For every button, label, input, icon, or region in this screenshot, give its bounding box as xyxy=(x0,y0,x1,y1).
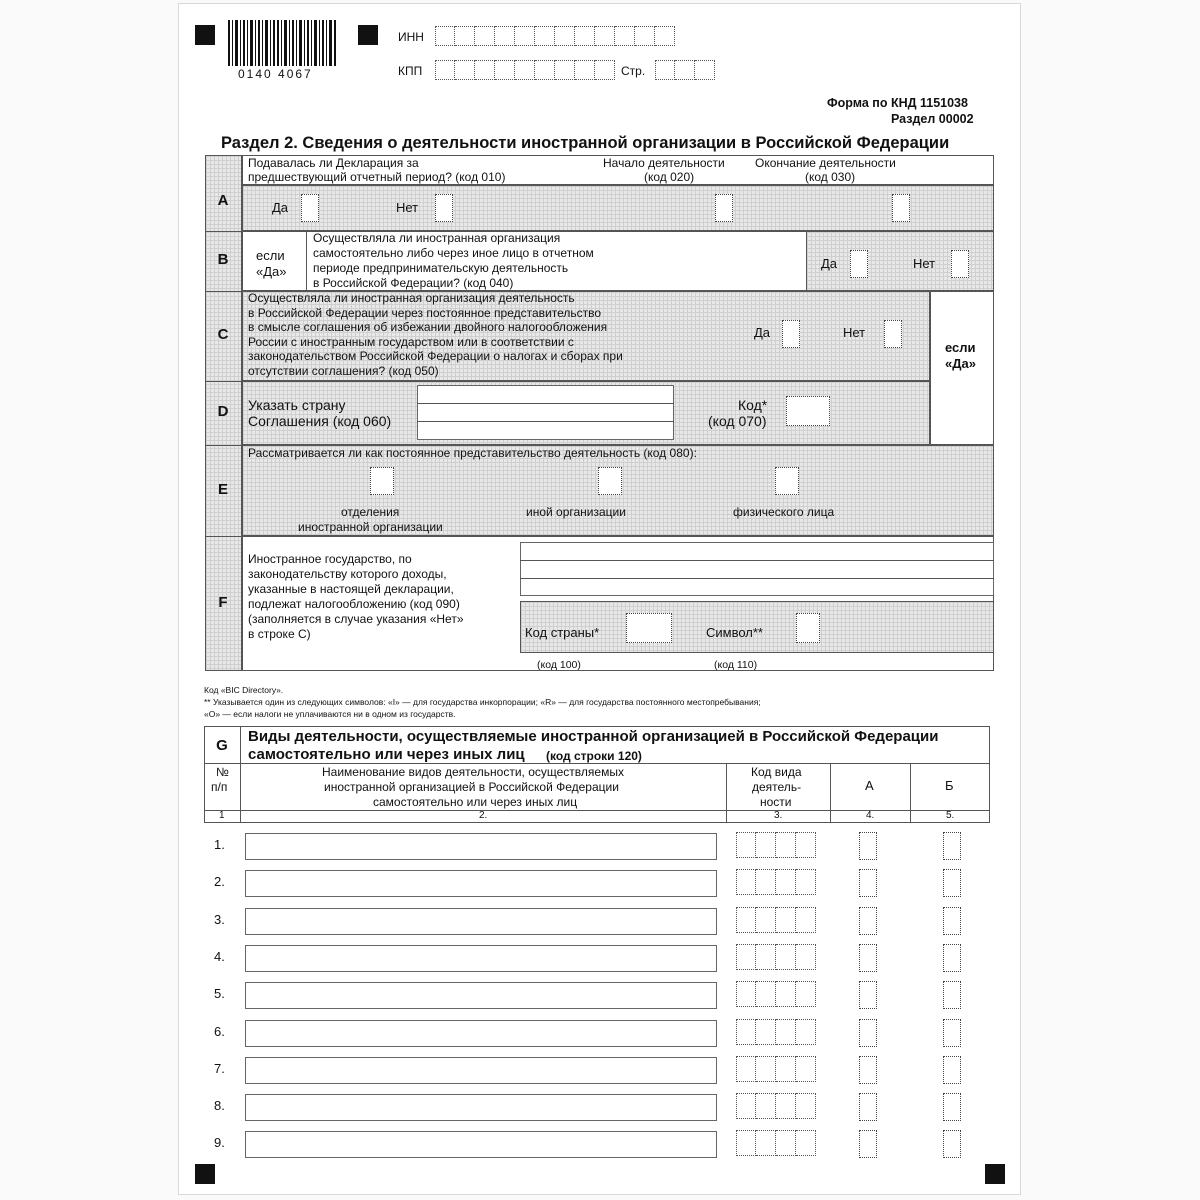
row-a-yes-label: Да xyxy=(272,200,289,215)
barcode-icon xyxy=(228,20,340,68)
row-d-letter: D xyxy=(217,403,229,420)
row-f-question-4: подлежат налогообложению (код 090) xyxy=(248,597,460,611)
kpp-field[interactable] xyxy=(435,60,615,80)
activity-b-field[interactable] xyxy=(943,1093,961,1121)
corner-marker xyxy=(985,1164,1005,1184)
activity-row-number: 8. xyxy=(214,1098,225,1114)
col-code-header-1: Код вида xyxy=(751,765,802,779)
row-f-symbol-field[interactable] xyxy=(796,613,820,643)
row-d-code-sub: (код 070) xyxy=(708,413,767,429)
row-c-question-2: в Российской Федерации через постоянное представительство xyxy=(248,306,602,320)
row-f-question-2: законодательству которого доходы, xyxy=(248,567,447,581)
inn-field[interactable] xyxy=(435,26,675,46)
row-e-opt3-label: физического лица xyxy=(733,505,835,519)
activity-b-field[interactable] xyxy=(943,981,961,1009)
row-a-start-label: Начало деятельности xyxy=(603,156,725,170)
activity-a-field[interactable] xyxy=(859,1093,877,1121)
activity-a-field[interactable] xyxy=(859,869,877,897)
activity-code-field[interactable] xyxy=(736,907,816,933)
footnote-3: «O» — если налоги не уплачиваются ни в одном из государств. xyxy=(204,709,456,719)
row-b-if-2: «Да» xyxy=(256,264,287,279)
activity-code-field[interactable] xyxy=(736,869,816,895)
row-e-opt2-checkbox[interactable] xyxy=(598,467,622,495)
activity-a-field[interactable] xyxy=(859,1056,877,1084)
row-e-question: Рассматривается ли как постоянное представительство деятельность (код 080): xyxy=(248,446,697,460)
footnote-2: ** Указывается один из следующих символов: «I» — для государства инкорпорации; «R» — для государства постоянного местопребывания; xyxy=(204,697,761,707)
col-code-header-2: деятель- xyxy=(752,780,802,794)
activity-code-field[interactable] xyxy=(736,1056,816,1082)
col-num-index: 1 xyxy=(219,810,225,821)
col-num-header-1: № xyxy=(216,765,229,779)
section-g-title-code: (код строки 120) xyxy=(546,749,642,763)
col-b-index: 5. xyxy=(946,810,955,821)
activity-name-field[interactable] xyxy=(245,1057,717,1084)
col-code-header-3: ности xyxy=(760,795,792,809)
activity-a-field[interactable] xyxy=(859,981,877,1009)
row-a-yes-checkbox[interactable] xyxy=(301,194,319,222)
activity-row-number: 7. xyxy=(214,1060,225,1076)
activity-row-number: 5. xyxy=(214,986,225,1002)
row-a-start-code: (код 020) xyxy=(644,170,695,184)
row-b-yes-label: Да xyxy=(821,256,838,271)
row-c-no-label: Нет xyxy=(843,325,866,340)
row-f-question-1: Иностранное государство, по xyxy=(248,552,412,566)
row-c-question-6: отсутствии соглашения? (код 050) xyxy=(248,364,439,378)
activity-name-field[interactable] xyxy=(245,982,717,1009)
row-c-if-2: «Да» xyxy=(945,356,976,371)
row-b-question-1: Осуществляла ли иностранная организация xyxy=(313,231,561,245)
row-e-opt1-checkbox[interactable] xyxy=(370,467,394,495)
row-c-if-1: если xyxy=(945,340,976,355)
activity-a-field[interactable] xyxy=(859,907,877,935)
activity-a-field[interactable] xyxy=(859,1130,877,1158)
page-label: Стр. xyxy=(621,64,646,78)
activity-name-field[interactable] xyxy=(245,945,717,972)
col-name-header-1: Наименование видов деятельности, осуществляемых xyxy=(322,765,624,779)
corner-marker xyxy=(195,25,215,45)
activity-row-number: 3. xyxy=(214,911,225,927)
row-c-question-5: законодательством Российской Федерации о налогах и сборах при xyxy=(248,349,623,363)
section-title: Раздел 2. Сведения о деятельности иностранной организации в Российской Федерации xyxy=(221,134,950,152)
inn-label: ИНН xyxy=(398,30,424,44)
row-c-yes-label: Да xyxy=(754,325,771,340)
activity-code-field[interactable] xyxy=(736,1130,816,1156)
corner-marker xyxy=(358,25,378,45)
row-a-letter: А xyxy=(217,192,229,209)
row-f-question-5: (заполняется в случае указания «Нет» xyxy=(248,612,464,626)
activity-code-field[interactable] xyxy=(736,1019,816,1045)
row-a-end-code: (код 030) xyxy=(805,170,856,184)
row-b-no-checkbox[interactable] xyxy=(951,250,969,278)
row-c-question-1: Осуществляла ли иностранная организация деятельность xyxy=(248,291,575,305)
row-f-symbol-label: Символ** xyxy=(706,625,763,640)
row-f-question-3: указанные в настоящей декларации, xyxy=(248,582,454,596)
row-e-opt1-label-1: отделения xyxy=(341,505,400,519)
col-name-header-2: иностранной организацией в Российской Федерации xyxy=(324,780,619,794)
section-g-title-2: самостоятельно или через иных лиц xyxy=(248,746,525,763)
row-a-no-label: Нет xyxy=(396,200,419,215)
kpp-label: КПП xyxy=(398,64,423,78)
row-a-question-2: предшествующий отчетный период? (код 010) xyxy=(248,170,506,184)
footnote-1: Код «BIC Directory». xyxy=(204,685,284,695)
col-a-index: 4. xyxy=(866,810,875,821)
activity-name-field[interactable] xyxy=(245,1020,717,1047)
row-b-question-4: в Российской Федерации? (код 040) xyxy=(313,276,514,290)
activity-name-field[interactable] xyxy=(245,1131,717,1158)
row-d-label-2: Соглашения (код 060) xyxy=(248,413,392,429)
activity-name-field[interactable] xyxy=(245,833,717,860)
row-d-code-field[interactable] xyxy=(786,396,830,426)
row-b-if-1: если xyxy=(256,248,285,263)
activity-code-field[interactable] xyxy=(736,944,816,970)
activity-row-number: 4. xyxy=(214,948,225,964)
row-c-letter: С xyxy=(217,326,229,343)
section-g-letter: G xyxy=(216,737,228,754)
row-f-letter: F xyxy=(218,594,228,611)
activity-code-field[interactable] xyxy=(736,832,816,858)
row-f-country-code-sub: (код 100) xyxy=(537,659,581,671)
activity-b-field[interactable] xyxy=(943,1019,961,1047)
row-c-yes-checkbox[interactable] xyxy=(782,320,800,348)
row-d-country-field[interactable] xyxy=(417,385,674,440)
activity-b-field[interactable] xyxy=(943,944,961,972)
section-g-title-1: Виды деятельности, осуществляемые иностранной организацией в Российской Федерации xyxy=(248,728,939,745)
activity-code-field[interactable] xyxy=(736,1093,816,1119)
barcode-number: 0140 4067 xyxy=(238,67,313,81)
row-a-no-checkbox[interactable] xyxy=(435,194,453,222)
row-d-label-1: Указать страну xyxy=(248,397,346,413)
corner-marker xyxy=(195,1164,215,1184)
activity-row-number: 1. xyxy=(214,837,225,852)
row-b-yes-checkbox[interactable] xyxy=(850,250,868,278)
col-num-header-2: п/п xyxy=(211,780,228,794)
row-a-body xyxy=(242,185,994,231)
col-b-header: Б xyxy=(945,778,954,793)
section-code: Раздел 00002 xyxy=(891,112,974,126)
row-f-question-6: в строке С) xyxy=(248,627,311,641)
row-e-opt3-checkbox[interactable] xyxy=(775,467,799,495)
row-f-country-code-field[interactable] xyxy=(626,613,672,643)
row-e-letter: Е xyxy=(217,481,228,498)
activity-code-field[interactable] xyxy=(736,981,816,1007)
col-name-header-3: самостоятельно или через иных лиц xyxy=(373,795,578,809)
row-a-start-field[interactable] xyxy=(715,194,733,222)
row-f-country-code-label: Код страны* xyxy=(525,625,600,640)
activity-row-number: 9. xyxy=(214,1135,225,1151)
row-f-symbol-sub: (код 110) xyxy=(714,659,758,671)
row-b-no-label: Нет xyxy=(913,256,936,271)
activity-b-field[interactable] xyxy=(943,907,961,935)
activity-row-number: 6. xyxy=(214,1023,225,1039)
row-c-question-3: в смысле соглашения об избежании двойного налогообложения xyxy=(248,320,608,334)
row-e-opt2-label: иной организации xyxy=(526,505,626,519)
activity-name-field[interactable] xyxy=(245,908,717,935)
activity-b-field[interactable] xyxy=(943,1130,961,1158)
col-a-header: А xyxy=(865,778,874,793)
row-a-question-1: Подавалась ли Декларация за xyxy=(248,156,419,170)
row-d-code-label: Код* xyxy=(738,397,768,413)
activity-b-field[interactable] xyxy=(943,832,961,860)
row-b-question-2: самостоятельно либо через иное лицо в отчетном xyxy=(313,246,594,260)
activity-b-field[interactable] xyxy=(943,1056,961,1084)
col-name-index: 2. xyxy=(479,810,488,821)
row-a-end-label: Окончание деятельности xyxy=(755,156,896,170)
activity-a-field[interactable] xyxy=(859,944,877,972)
form-code: Форма по КНД 1151038 xyxy=(827,96,968,110)
page-field[interactable] xyxy=(655,60,715,80)
activity-b-field[interactable] xyxy=(943,869,961,897)
activity-row-number: 2. xyxy=(214,874,225,890)
row-c-no-checkbox[interactable] xyxy=(884,320,902,348)
row-b-letter: В xyxy=(217,251,229,268)
activity-name-field[interactable] xyxy=(245,1094,717,1121)
activity-a-field[interactable] xyxy=(859,1019,877,1047)
col-code-index: 3. xyxy=(774,810,783,821)
row-f-country-field[interactable] xyxy=(520,542,994,596)
row-e-opt1-label-2: иностранной организации xyxy=(298,520,443,534)
row-c-question-4: России с иностранным государством или в соответствии с xyxy=(248,335,574,349)
row-a-end-field[interactable] xyxy=(892,194,910,222)
row-b-question-3: периоде предпринимательскую деятельность xyxy=(313,261,569,275)
activity-name-field[interactable] xyxy=(245,870,717,897)
activity-a-field[interactable] xyxy=(859,832,877,860)
